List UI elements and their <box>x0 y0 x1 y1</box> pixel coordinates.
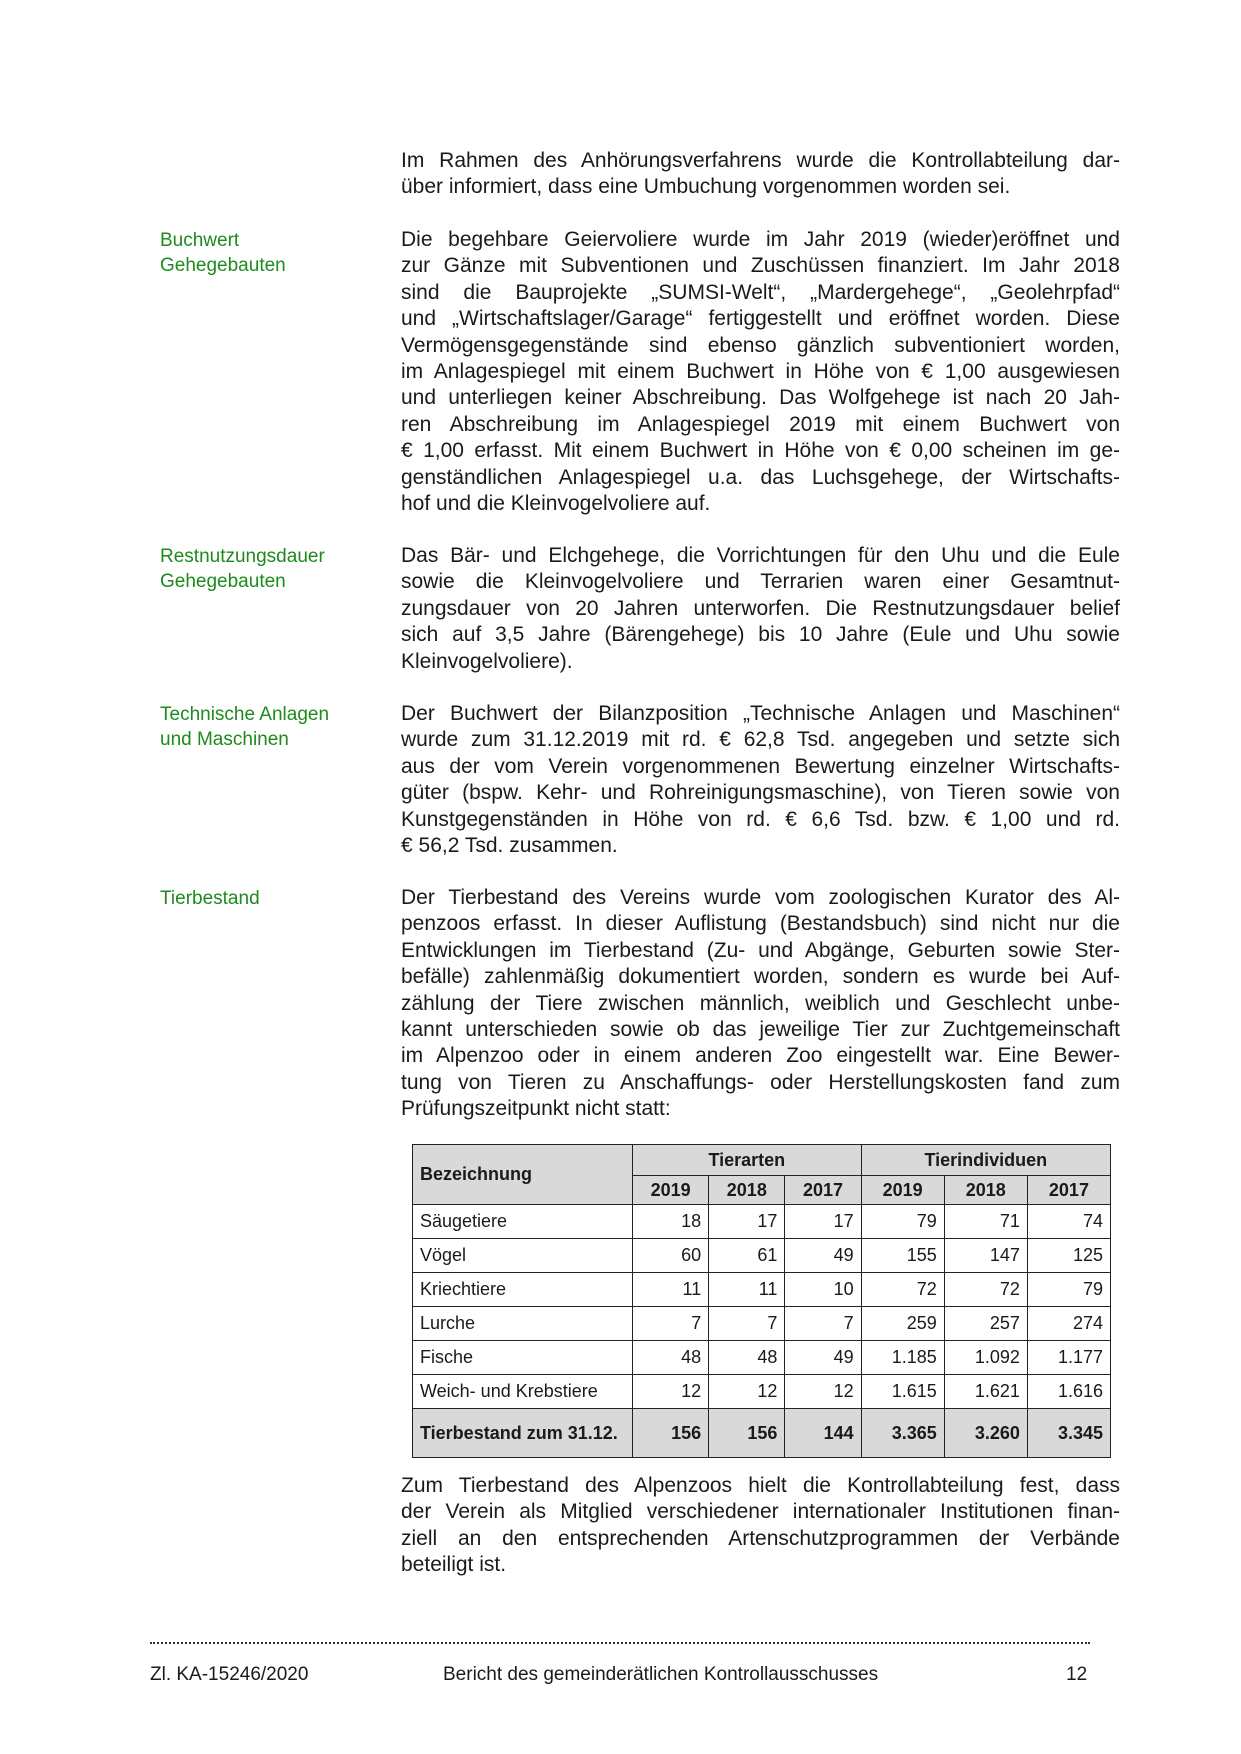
total-cell: 144 <box>785 1409 861 1458</box>
cell: 11 <box>633 1273 709 1307</box>
cell: 79 <box>861 1205 944 1239</box>
cell: 1.616 <box>1027 1375 1110 1409</box>
cell: 17 <box>785 1205 861 1239</box>
cell: 257 <box>944 1307 1027 1341</box>
text-line: Das Bär- und Elchgehege, die Vorrichtungen für den Uhu und die Eule <box>401 544 1120 567</box>
total-cell: 3.345 <box>1027 1409 1110 1458</box>
row-name: Vögel <box>413 1239 633 1273</box>
margin-label-line: Gehegebauten <box>160 571 286 592</box>
margin-label-line: und Maschinen <box>160 729 289 750</box>
text-line: Vermögensgegenstände sind ebenso gänzlich subventioniert worden, <box>401 333 1120 357</box>
text-line: Zum Tierbestand des Alpenzoos hielt die Kontrollabteilung fest, dass <box>401 1474 1120 1497</box>
cell: 259 <box>861 1307 944 1341</box>
margin-label-buchwert <box>160 228 360 278</box>
text-line: ren Abschreibung im Anlagespiegel 2019 mit einem Buchwert von <box>401 412 1120 436</box>
cell: 49 <box>785 1341 861 1375</box>
cell: 12 <box>633 1375 709 1409</box>
text-line: Prüfungszeitpunkt nicht statt: <box>401 1097 671 1121</box>
text-line: Der Tierbestand des Vereins wurde vom zoologischen Kurator des Al- <box>401 886 1120 909</box>
margin-label-line: Restnutzungsdauer <box>160 546 325 567</box>
text-line: zungsdauer von 20 Jahren unterworfen. Die Restnutzungsdauer belief <box>401 596 1120 620</box>
animal-stock-table <box>412 1144 1111 1458</box>
header-year: 2017 <box>1027 1176 1110 1205</box>
paragraph-tierbestand <box>401 885 1120 1123</box>
text-line: der Verein als Mitglied verschiedener internationaler Institutionen finan- <box>401 1500 1120 1524</box>
text-line: und „Wirtschaftslager/Garage“ fertiggestellt und eröffnet worden. Diese <box>401 307 1120 331</box>
footer-reference: Zl. KA-15246/2020 <box>150 1664 309 1685</box>
text-line: befälle) zahlenmäßig dokumentiert worden, sondern es wurde bei Auf- <box>401 965 1120 989</box>
cell: 155 <box>861 1239 944 1273</box>
cell: 1.092 <box>944 1341 1027 1375</box>
cell: 7 <box>633 1307 709 1341</box>
margin-label-line: Technische Anlagen <box>160 704 330 725</box>
text-line: aus der vom Verein vorgenommenen Bewertung einzelner Wirtschafts- <box>401 754 1120 778</box>
text-line: Entwicklungen im Tierbestand (Zu- und Abgänge, Geburten sowie Ster- <box>401 938 1120 962</box>
cell: 1.615 <box>861 1375 944 1409</box>
margin-label-tierbestand <box>160 886 360 911</box>
table-total-row <box>413 1409 1111 1458</box>
paragraph-technische-anlagen <box>401 701 1120 859</box>
header-year: 2019 <box>861 1176 944 1205</box>
closing-paragraph <box>401 1473 1120 1579</box>
cell: 71 <box>944 1205 1027 1239</box>
text-line: über informiert, dass eine Umbuchung vorgenommen worden sei. <box>401 175 1011 199</box>
cell: 10 <box>785 1273 861 1307</box>
text-line: sich auf 3,5 Jahre (Bärengehege) bis 10 Jahre (Eule und Uhu sowie <box>401 623 1120 647</box>
header-year: 2018 <box>944 1176 1027 1205</box>
text-line: hof und die Kleinvogelvoliere auf. <box>401 492 711 516</box>
cell: 7 <box>785 1307 861 1341</box>
cell: 72 <box>861 1273 944 1307</box>
cell: 7 <box>709 1307 785 1341</box>
cell: 74 <box>1027 1205 1110 1239</box>
text-line: im Alpenzoo oder in einem anderen Zoo eingestellt war. Eine Bewer- <box>401 1044 1120 1068</box>
paragraph-restnutzungsdauer <box>401 543 1120 675</box>
header-year: 2017 <box>785 1176 861 1205</box>
cell: 17 <box>709 1205 785 1239</box>
intro-paragraph <box>401 148 1120 201</box>
cell: 48 <box>709 1341 785 1375</box>
cell: 1.177 <box>1027 1341 1110 1375</box>
header-group-tierarten: Tierarten <box>633 1145 862 1176</box>
text-line: im Anlagespiegel mit einem Buchwert in Höhe von € 1,00 ausgewiesen <box>401 360 1120 384</box>
cell: 79 <box>1027 1273 1110 1307</box>
total-label: Tierbestand zum 31.12. <box>413 1409 633 1458</box>
margin-label-restnutzungsdauer <box>160 544 360 594</box>
footer-title: Bericht des gemeinderätlichen Kontrollausschusses <box>443 1664 879 1685</box>
text-line: genständlichen Anlagespiegel u.a. das Luchsgehege, der Wirtschafts- <box>401 465 1120 489</box>
total-cell: 3.260 <box>944 1409 1027 1458</box>
header-group-tierindividuen: Tierindividuen <box>861 1145 1110 1176</box>
footer-divider <box>150 1640 1090 1644</box>
text-line: güter (bspw. Kehr- und Rohreinigungsmaschine), von Tieren sowie von <box>401 781 1120 805</box>
table-row <box>413 1239 1111 1273</box>
cell: 12 <box>709 1375 785 1409</box>
cell: 48 <box>633 1341 709 1375</box>
table-row <box>413 1205 1111 1239</box>
table-header-row <box>413 1145 1111 1176</box>
total-cell: 156 <box>709 1409 785 1458</box>
cell: 12 <box>785 1375 861 1409</box>
text-line: sowie die Kleinvogelvoliere und Terrarien waren einer Gesamtnut- <box>401 570 1120 594</box>
text-line: zur Gänze mit Subventionen und Zuschüssen finanziert. Im Jahr 2018 <box>401 254 1120 278</box>
row-name: Kriechtiere <box>413 1273 633 1307</box>
text-line: kannt unterschieden sowie ob das jeweilige Tier zur Zuchtgemeinschaft <box>401 1018 1120 1042</box>
text-line: Kunstgegenständen in Höhe von rd. € 6,6 Tsd. bzw. € 1,00 und rd. <box>401 807 1120 831</box>
total-cell: 3.365 <box>861 1409 944 1458</box>
cell: 1.185 <box>861 1341 944 1375</box>
margin-label-line: Gehegebauten <box>160 255 286 276</box>
header-bezeichnung: Bezeichnung <box>413 1145 633 1205</box>
total-cell: 156 <box>633 1409 709 1458</box>
text-line: Im Rahmen des Anhörungsverfahrens wurde die Kontrollabteilung dar- <box>401 149 1120 172</box>
table-row <box>413 1375 1111 1409</box>
cell: 18 <box>633 1205 709 1239</box>
paragraph-buchwert <box>401 227 1120 517</box>
row-name: Lurche <box>413 1307 633 1341</box>
margin-label-line: Buchwert <box>160 230 240 251</box>
text-line: Die begehbare Geiervoliere wurde im Jahr 2019 (wieder)eröffnet und <box>401 228 1120 251</box>
text-line: sind die Bauprojekte „SUMSI-Welt“, „Mardergehege“, „Geolehrpfad“ <box>401 280 1120 304</box>
cell: 61 <box>709 1239 785 1273</box>
text-line: € 56,2 Tsd. zusammen. <box>401 834 618 858</box>
text-line: beteiligt ist. <box>401 1553 507 1577</box>
text-line: ziell an den entsprechenden Artenschutzprogrammen der Verbände <box>401 1526 1120 1550</box>
header-year: 2019 <box>633 1176 709 1205</box>
cell: 1.621 <box>944 1375 1027 1409</box>
row-name: Säugetiere <box>413 1205 633 1239</box>
table-row <box>413 1307 1111 1341</box>
cell: 72 <box>944 1273 1027 1307</box>
text-line: wurde zum 31.12.2019 mit rd. € 62,8 Tsd. angegeben und setzte sich <box>401 728 1120 752</box>
margin-label-technische-anlagen <box>160 702 360 752</box>
header-year: 2018 <box>709 1176 785 1205</box>
text-line: € 1,00 erfasst. Mit einem Buchwert in Höhe von € 0,00 scheinen im ge- <box>401 439 1120 463</box>
text-line: und unterliegen keiner Abschreibung. Das Wolfgehege ist nach 20 Jah- <box>401 386 1120 410</box>
cell: 11 <box>709 1273 785 1307</box>
text-line: zählung der Tiere zwischen männlich, weiblich und Geschlecht unbe- <box>401 991 1120 1015</box>
page-number: 12 <box>1066 1664 1088 1685</box>
margin-label-line: Tierbestand <box>160 888 260 909</box>
cell: 60 <box>633 1239 709 1273</box>
text-line: Kleinvogelvoliere). <box>401 649 573 673</box>
text-line: penzoos erfasst. In dieser Auflistung (Bestandsbuch) sind nicht nur die <box>401 912 1120 936</box>
row-name: Fische <box>413 1341 633 1375</box>
text-line: Der Buchwert der Bilanzposition „Technische Anlagen und Maschinen“ <box>401 702 1120 725</box>
cell: 49 <box>785 1239 861 1273</box>
row-name: Weich- und Krebstiere <box>413 1375 633 1409</box>
table-row <box>413 1341 1111 1375</box>
cell: 125 <box>1027 1239 1110 1273</box>
cell: 147 <box>944 1239 1027 1273</box>
cell: 274 <box>1027 1307 1110 1341</box>
table-row <box>413 1273 1111 1307</box>
text-line: tung von Tieren zu Anschaffungs- oder Herstellungskosten fand zum <box>401 1070 1120 1094</box>
